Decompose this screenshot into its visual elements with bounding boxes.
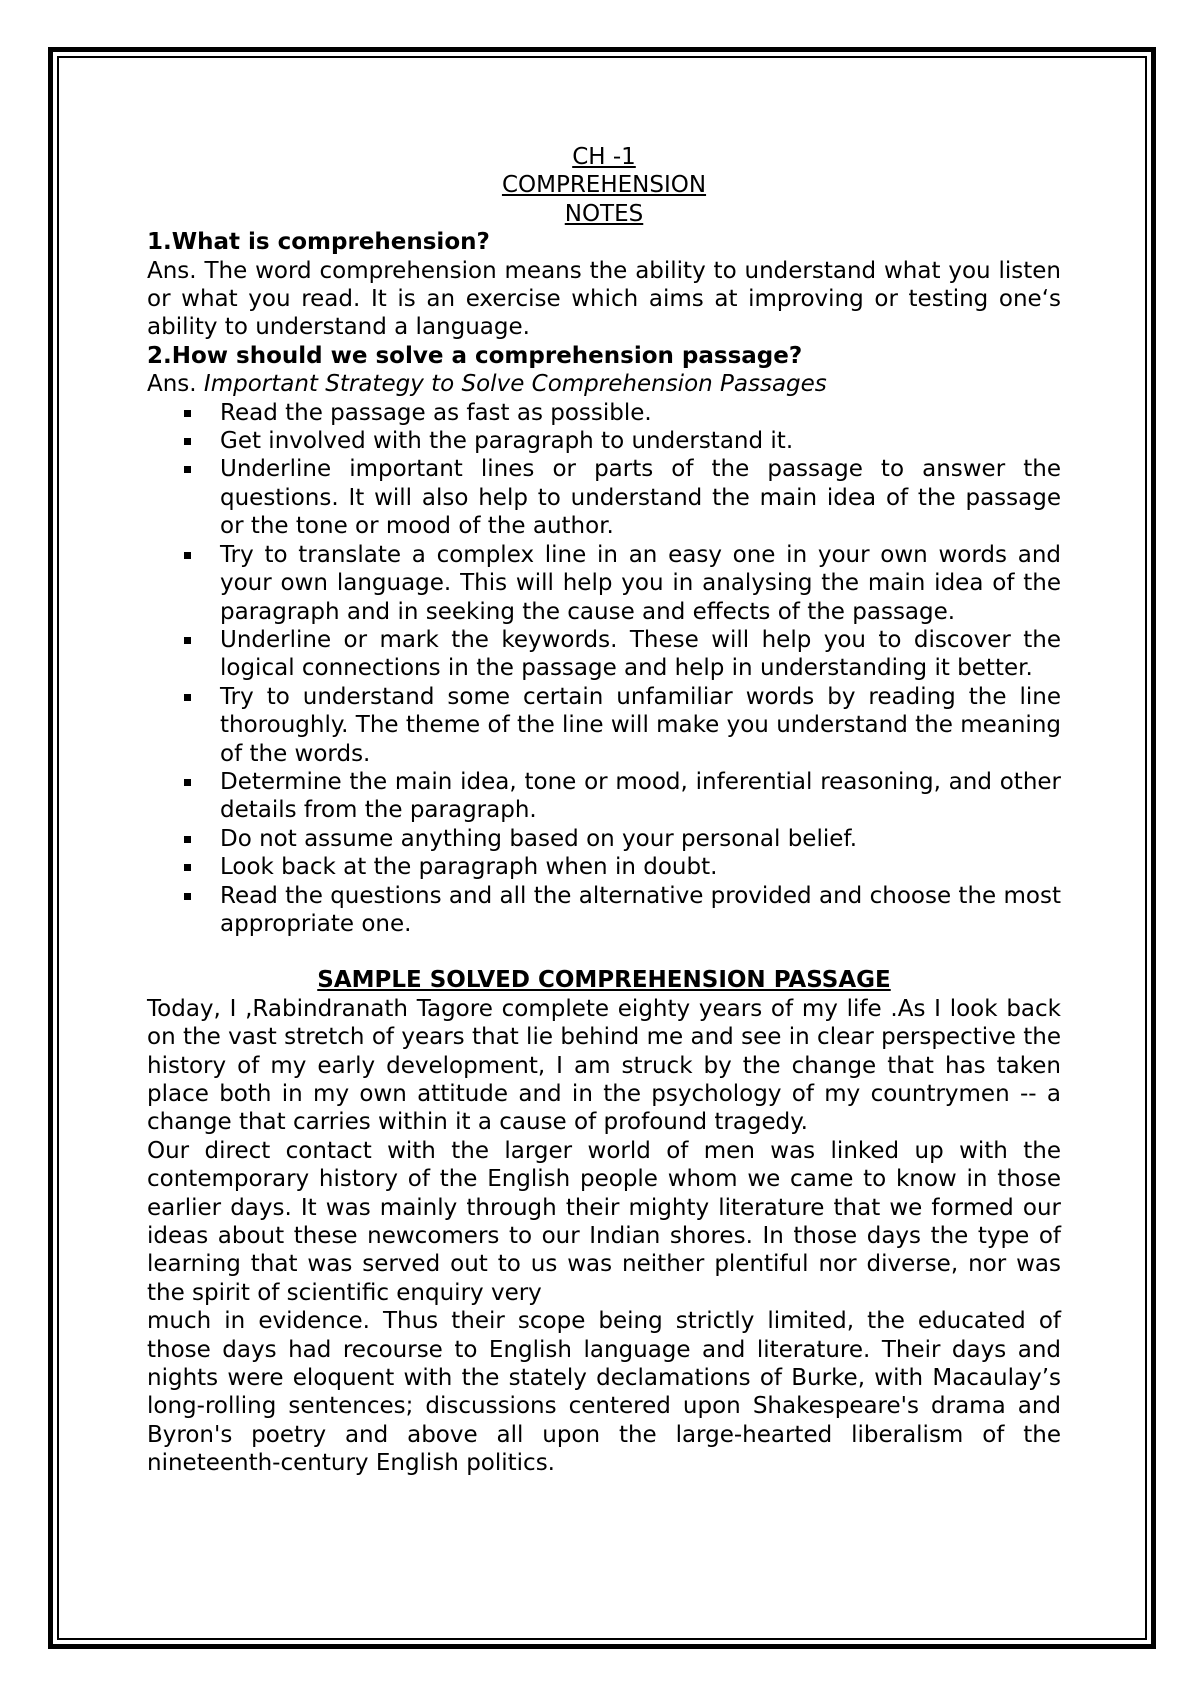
strategy-list <box>147 399 1061 939</box>
list-item-text: Read the passage as fast as possible. <box>220 399 652 426</box>
document-body <box>147 143 1061 1478</box>
list-item-text: Underline important lines or parts of the passage to answer the questions. It will also help to understand the main idea of the passage or the tone or mood of the author. <box>220 456 1061 540</box>
list-item-text: Get involved with the paragraph to understand it. <box>220 428 794 455</box>
list-item-text: Underline or mark the keywords. These will help you to discover the logical connections in the passage and help in understanding it better. <box>220 626 1061 682</box>
list-item <box>147 626 1061 683</box>
answer-2-intro <box>147 370 1061 398</box>
question-2: 2.How should we solve a comprehension passage? <box>147 342 803 369</box>
bullet-icon <box>184 779 191 786</box>
answer-1: Ans. The word comprehension means the ability to understand what you listen or what you read. It is an exercise which aims at improving or testing one‘s ability to understand a language. <box>147 257 1061 341</box>
list-item-text: Read the questions and all the alternative provided and choose the most appropriate one. <box>220 882 1061 937</box>
passage-paragraph-3: much in evidence. Thus their scope being strictly limited, the educated of those days had recourse to English language and literature. Their days and nights were eloquent with the stately declamations of Burke, with Macaulay’s long-rolling sentences; discussions centered upon Shakespeare's drama and Byron's poetry and above all upon the large-hearted liberalism of the nineteenth-century English politics. <box>147 1308 1061 1477</box>
answer-2-prefix: Ans. <box>147 371 197 398</box>
bullet-icon <box>184 466 191 473</box>
list-item <box>147 427 1061 455</box>
list-item <box>147 882 1061 939</box>
list-item <box>147 768 1061 825</box>
list-item <box>147 399 1061 427</box>
bullet-icon <box>184 438 191 445</box>
list-item-text: Determine the main idea, tone or mood, inferential reasoning, and other details from the paragraph. <box>220 768 1061 824</box>
bullet-icon <box>184 864 191 871</box>
list-item-text: Try to translate a complex line in an easy one in your own words and your own language. This will help you in analysing the main idea of the paragraph and in seeking the cause and effects of the passage. <box>220 541 1061 625</box>
list-item <box>147 825 1061 853</box>
bullet-icon <box>184 694 191 701</box>
answer-2-title: Important Strategy to Solve Comprehension Passages <box>203 371 827 398</box>
bullet-icon <box>184 552 191 559</box>
list-item <box>147 683 1061 768</box>
list-item-text: Try to understand some certain unfamiliar words by reading the line thoroughly. The theme of the line will make you understand the meaning of the words. <box>220 683 1061 767</box>
notes-title: NOTES <box>564 200 644 227</box>
bullet-icon <box>184 637 191 644</box>
list-item <box>147 853 1061 881</box>
sample-heading: SAMPLE SOLVED COMPREHENSION PASSAGE <box>317 967 891 994</box>
question-1: 1.What is comprehension? <box>147 229 490 256</box>
list-item <box>147 455 1061 540</box>
list-item-text: Look back at the paragraph when in doubt. <box>220 854 718 881</box>
subject-title: COMPREHENSION <box>501 172 707 199</box>
bullet-icon <box>184 893 191 900</box>
list-item-text: Do not assume anything based on your personal belief. <box>220 825 858 852</box>
chapter-title: CH -1 <box>572 144 636 170</box>
list-item <box>147 541 1061 626</box>
passage-paragraph-2: Our direct contact with the larger world of men was linked up with the contemporary history of the English people whom we came to know in those earlier days. It was mainly through their mighty literature that we formed our ideas about these newcomers to our Indian shores. In those days the type of learning that was served out to us was neither plentiful nor diverse, nor was the spirit of scientific enquiry very <box>147 1137 1061 1306</box>
bullet-icon <box>184 410 191 417</box>
passage-paragraph-1: Today, I ,Rabindranath Tagore complete eighty years of my life .As I look back on the vast stretch of years that lie behind me and see in clear perspective the history of my early development, I am struck by the change that has taken place both in my own attitude and in the psychology of my countrymen -- a change that carries within it a cause of profound tragedy. <box>147 995 1061 1136</box>
spacer <box>147 938 1061 966</box>
bullet-icon <box>184 836 191 843</box>
